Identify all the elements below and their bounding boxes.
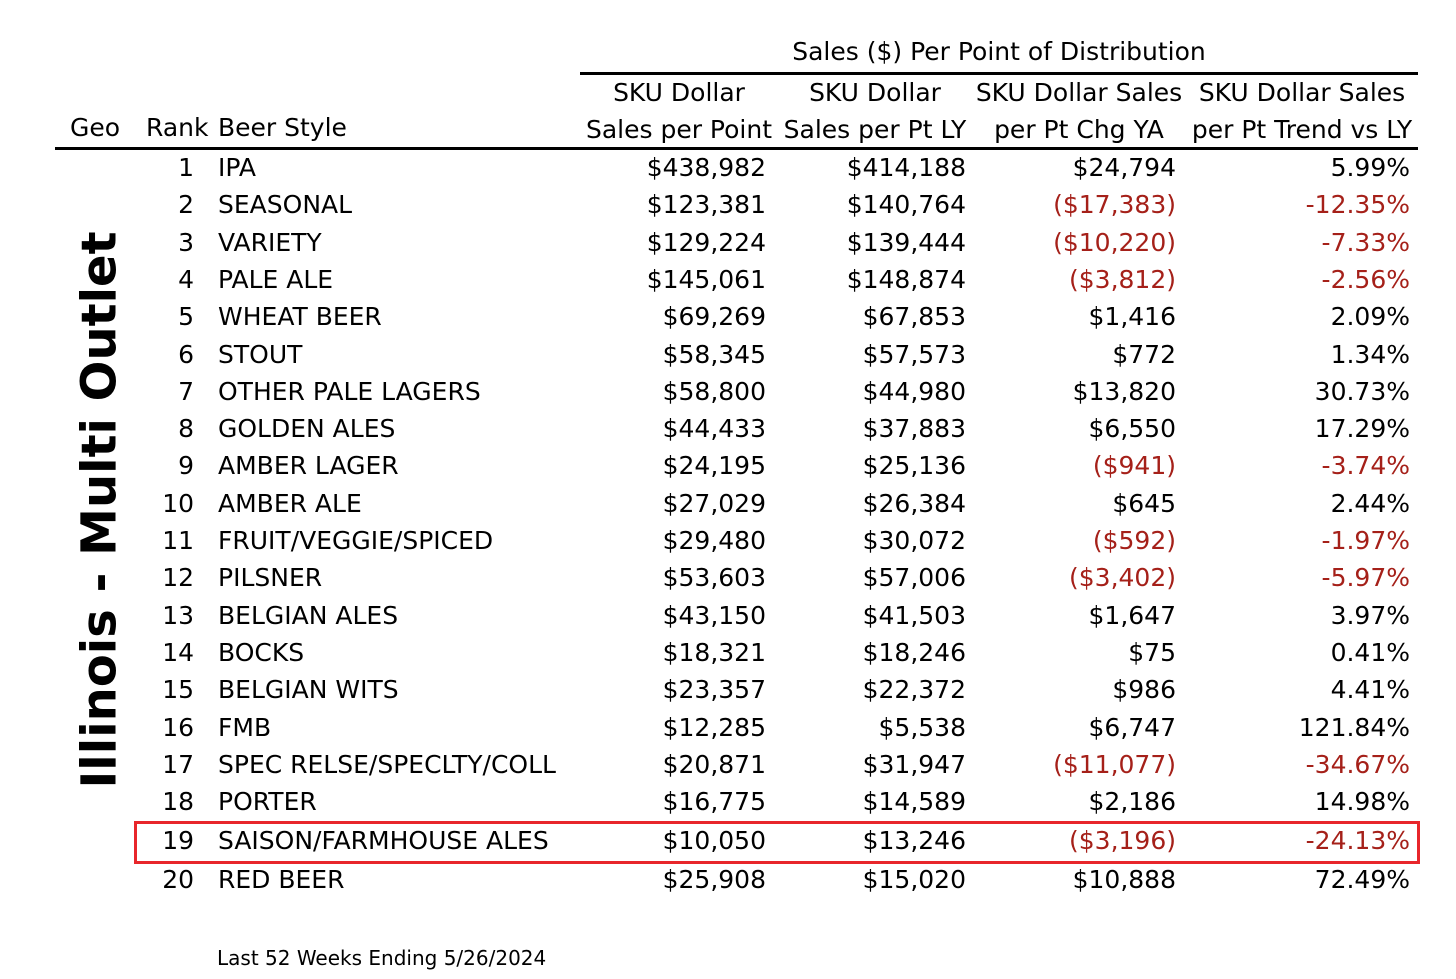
sales-per-point-cell: $43,150 xyxy=(662,600,766,630)
beer-style-cell: SEASONAL xyxy=(218,190,353,220)
sales-per-pt-ly-cell: $31,947 xyxy=(862,749,966,779)
sales-per-pt-ly-cell: $30,072 xyxy=(862,526,966,555)
chg-ya-cell: ($11,077) xyxy=(1053,749,1176,779)
header-trend-vs-ly-line2: per Pt Trend vs LY xyxy=(1191,115,1413,144)
rank-cell: 1 xyxy=(178,153,194,182)
sales-per-point-cell: $27,029 xyxy=(662,488,766,518)
highlight-box xyxy=(134,821,1420,864)
chg-ya-cell: ($592) xyxy=(1092,526,1176,555)
trend-vs-ly-cell: 4.41% xyxy=(1330,675,1410,705)
rank-cell: 4 xyxy=(178,264,194,294)
beer-style-cell: STOUT xyxy=(218,339,303,369)
header-sales-per-pt-ly xyxy=(780,74,970,148)
sales-per-pt-ly-cell: $57,573 xyxy=(862,339,966,369)
group-header: Sales ($) Per Point of Distribution xyxy=(792,37,1206,66)
sales-per-point-cell: $438,982 xyxy=(646,153,766,182)
header-chg-ya-line2: per Pt Chg YA xyxy=(994,115,1164,144)
sales-per-point-cell: $69,269 xyxy=(662,302,766,332)
sales-per-point-cell: $129,224 xyxy=(646,227,766,257)
trend-vs-ly-cell: 2.09% xyxy=(1330,302,1410,332)
trend-vs-ly-cell: -24.13% xyxy=(1305,826,1410,855)
trend-vs-ly-cell: -2.56% xyxy=(1321,264,1410,294)
trend-vs-ly-cell: -34.67% xyxy=(1305,749,1410,779)
table-row xyxy=(150,373,1416,410)
rank-cell: 13 xyxy=(162,600,194,630)
table-row xyxy=(150,149,1416,186)
sales-per-point-cell: $58,800 xyxy=(662,376,766,406)
trend-vs-ly-cell: 1.34% xyxy=(1330,339,1410,369)
sales-per-point-cell: $29,480 xyxy=(662,526,766,555)
sales-per-pt-ly-cell: $26,384 xyxy=(862,488,966,518)
sales-per-pt-ly-cell: $414,188 xyxy=(846,153,966,182)
trend-vs-ly-cell: -7.33% xyxy=(1321,227,1410,257)
trend-vs-ly-cell: 14.98% xyxy=(1314,787,1410,817)
beer-style-cell: SAISON/FARMHOUSE ALES xyxy=(218,826,549,855)
beer-style-cell: PILSNER xyxy=(218,563,323,593)
chg-ya-cell: $10,888 xyxy=(1072,865,1176,894)
sales-per-point-cell: $145,061 xyxy=(646,264,766,294)
sales-per-pt-ly-cell: $37,883 xyxy=(862,414,966,444)
geo-label xyxy=(52,231,148,789)
header-sales-per-point xyxy=(584,74,774,148)
chg-ya-cell: $6,747 xyxy=(1088,712,1176,742)
chg-ya-cell: ($10,220) xyxy=(1053,227,1176,257)
table-row xyxy=(150,522,1416,559)
sales-per-point-cell: $20,871 xyxy=(662,749,766,779)
sales-per-pt-ly-cell: $18,246 xyxy=(862,637,966,667)
rank-cell: 8 xyxy=(178,414,194,444)
chg-ya-cell: $1,647 xyxy=(1088,600,1176,630)
trend-vs-ly-cell: 72.49% xyxy=(1314,865,1410,894)
chg-ya-cell: $2,186 xyxy=(1088,787,1176,817)
rank-cell: 11 xyxy=(162,526,194,555)
beer-style-cell: PALE ALE xyxy=(218,264,334,294)
chg-ya-cell: ($3,812) xyxy=(1069,264,1176,294)
trend-vs-ly-cell: -3.74% xyxy=(1321,451,1410,481)
sales-per-point-cell: $12,285 xyxy=(662,712,766,742)
table-row xyxy=(150,597,1416,634)
rank-cell: 16 xyxy=(162,712,194,742)
sales-per-point-cell: $23,357 xyxy=(662,675,766,705)
header-sales-per-point-line2: Sales per Point xyxy=(585,115,773,144)
beer-style-cell: VARIETY xyxy=(218,227,322,257)
chg-ya-cell: $1,416 xyxy=(1088,302,1176,332)
rank-cell: 9 xyxy=(178,451,194,481)
header-sales-per-point-line1: SKU Dollar xyxy=(613,78,745,107)
beer-style-cell: AMBER LAGER xyxy=(218,451,399,481)
table-row xyxy=(150,261,1416,298)
sales-per-pt-ly-cell: $14,589 xyxy=(862,787,966,817)
table-row xyxy=(150,186,1416,223)
sales-per-point-cell: $16,775 xyxy=(662,787,766,817)
chg-ya-cell: $75 xyxy=(1128,637,1176,667)
header-sales-per-pt-ly-line2: Sales per Pt LY xyxy=(783,115,967,144)
table-row xyxy=(150,298,1416,335)
sales-per-point-cell: $44,433 xyxy=(662,414,766,444)
header-geo: Geo xyxy=(70,113,121,142)
beer-style-cell: RED BEER xyxy=(218,865,345,894)
rank-cell: 14 xyxy=(162,637,194,667)
table-row xyxy=(150,634,1416,671)
header-trend-vs-ly xyxy=(1188,74,1416,148)
sales-per-pt-ly-cell: $22,372 xyxy=(862,675,966,705)
beer-style-cell: WHEAT BEER xyxy=(218,302,382,332)
rank-cell: 19 xyxy=(162,826,194,855)
trend-vs-ly-cell: 30.73% xyxy=(1314,376,1410,406)
chg-ya-cell: ($3,402) xyxy=(1069,563,1176,593)
chg-ya-cell: ($941) xyxy=(1092,451,1176,481)
header-chg-ya xyxy=(970,74,1188,148)
sales-per-point-cell: $24,195 xyxy=(662,451,766,481)
header-sales-per-pt-ly-line1: SKU Dollar xyxy=(809,78,941,107)
chg-ya-cell: $772 xyxy=(1112,339,1176,369)
trend-vs-ly-cell: -12.35% xyxy=(1305,190,1410,220)
sales-per-point-cell: $123,381 xyxy=(646,190,766,220)
trend-vs-ly-cell: 5.99% xyxy=(1330,153,1410,182)
trend-vs-ly-cell: 0.41% xyxy=(1330,637,1410,667)
beer-style-cell: PORTER xyxy=(218,787,317,817)
trend-vs-ly-cell: -1.97% xyxy=(1321,526,1410,555)
sales-per-pt-ly-cell: $44,980 xyxy=(862,376,966,406)
rank-cell: 5 xyxy=(178,302,194,332)
footnote: Last 52 Weeks Ending 5/26/2024 xyxy=(217,946,547,970)
sales-per-pt-ly-cell: $15,020 xyxy=(862,865,966,894)
table-row xyxy=(150,746,1416,783)
table-row xyxy=(150,783,1416,820)
beer-style-cell: BELGIAN WITS xyxy=(218,675,399,705)
rank-cell: 20 xyxy=(162,865,194,894)
beer-style-cell: FMB xyxy=(218,712,272,742)
chg-ya-cell: $986 xyxy=(1112,675,1176,705)
sales-per-pt-ly-cell: $139,444 xyxy=(846,227,966,257)
chg-ya-cell: $645 xyxy=(1112,488,1176,518)
table-row xyxy=(150,861,1416,898)
sales-per-pt-ly-cell: $5,538 xyxy=(878,712,966,742)
header-trend-vs-ly-line1: SKU Dollar Sales xyxy=(1198,78,1406,107)
header-chg-ya-line1: SKU Dollar Sales xyxy=(975,78,1183,107)
rank-cell: 2 xyxy=(178,190,194,220)
table-row xyxy=(150,709,1416,746)
table-row xyxy=(150,447,1416,484)
beer-style-cell: BOCKS xyxy=(218,637,305,667)
sales-per-point-cell: $10,050 xyxy=(662,826,766,855)
rank-cell: 17 xyxy=(162,749,194,779)
sales-per-pt-ly-cell: $13,246 xyxy=(862,826,966,855)
table-row xyxy=(150,224,1416,261)
beer-style-cell: BELGIAN ALES xyxy=(218,600,399,630)
rank-cell: 15 xyxy=(162,675,194,705)
rank-cell: 10 xyxy=(162,488,194,518)
beer-style-cell: GOLDEN ALES xyxy=(218,414,396,444)
geo-label-text: Illinois - Multi Outlet xyxy=(72,231,129,789)
header-beer-style: Beer Style xyxy=(218,113,347,142)
chg-ya-cell: $24,794 xyxy=(1072,153,1176,182)
rank-cell: 6 xyxy=(178,339,194,369)
sales-per-pt-ly-cell: $25,136 xyxy=(862,451,966,481)
trend-vs-ly-cell: 2.44% xyxy=(1330,488,1410,518)
table-row xyxy=(150,559,1416,596)
sales-per-pt-ly-cell: $140,764 xyxy=(846,190,966,220)
chg-ya-cell: ($17,383) xyxy=(1053,190,1176,220)
table-row xyxy=(150,671,1416,708)
table-row xyxy=(150,410,1416,447)
table-row xyxy=(150,485,1416,522)
chg-ya-cell: $6,550 xyxy=(1088,414,1176,444)
trend-vs-ly-cell: -5.97% xyxy=(1321,563,1410,593)
rank-cell: 12 xyxy=(162,563,194,593)
trend-vs-ly-cell: 3.97% xyxy=(1330,600,1410,630)
trend-vs-ly-cell: 17.29% xyxy=(1314,414,1410,444)
sales-per-point-cell: $25,908 xyxy=(662,865,766,894)
sales-per-pt-ly-cell: $67,853 xyxy=(862,302,966,332)
sales-per-point-cell: $18,321 xyxy=(662,637,766,667)
table-row xyxy=(150,336,1416,373)
trend-vs-ly-cell: 121.84% xyxy=(1298,712,1410,742)
rank-cell: 7 xyxy=(178,376,194,406)
rank-cell: 18 xyxy=(162,787,194,817)
chg-ya-cell: ($3,196) xyxy=(1069,826,1176,855)
beer-style-cell: IPA xyxy=(218,153,256,182)
sales-per-pt-ly-cell: $148,874 xyxy=(846,264,966,294)
sales-per-pt-ly-cell: $57,006 xyxy=(862,563,966,593)
beer-style-cell: FRUIT/VEGGIE/SPICED xyxy=(218,526,494,555)
beer-style-cell: SPEC RELSE/SPECLTY/COLL xyxy=(218,749,556,779)
beer-style-cell: OTHER PALE LAGERS xyxy=(218,376,481,406)
beer-style-cell: AMBER ALE xyxy=(218,488,362,518)
rank-cell: 3 xyxy=(178,227,194,257)
header-rank: Rank xyxy=(146,113,209,142)
sales-per-point-cell: $53,603 xyxy=(662,563,766,593)
sales-per-point-cell: $58,345 xyxy=(662,339,766,369)
chg-ya-cell: $13,820 xyxy=(1072,376,1176,406)
sales-per-pt-ly-cell: $41,503 xyxy=(862,600,966,630)
